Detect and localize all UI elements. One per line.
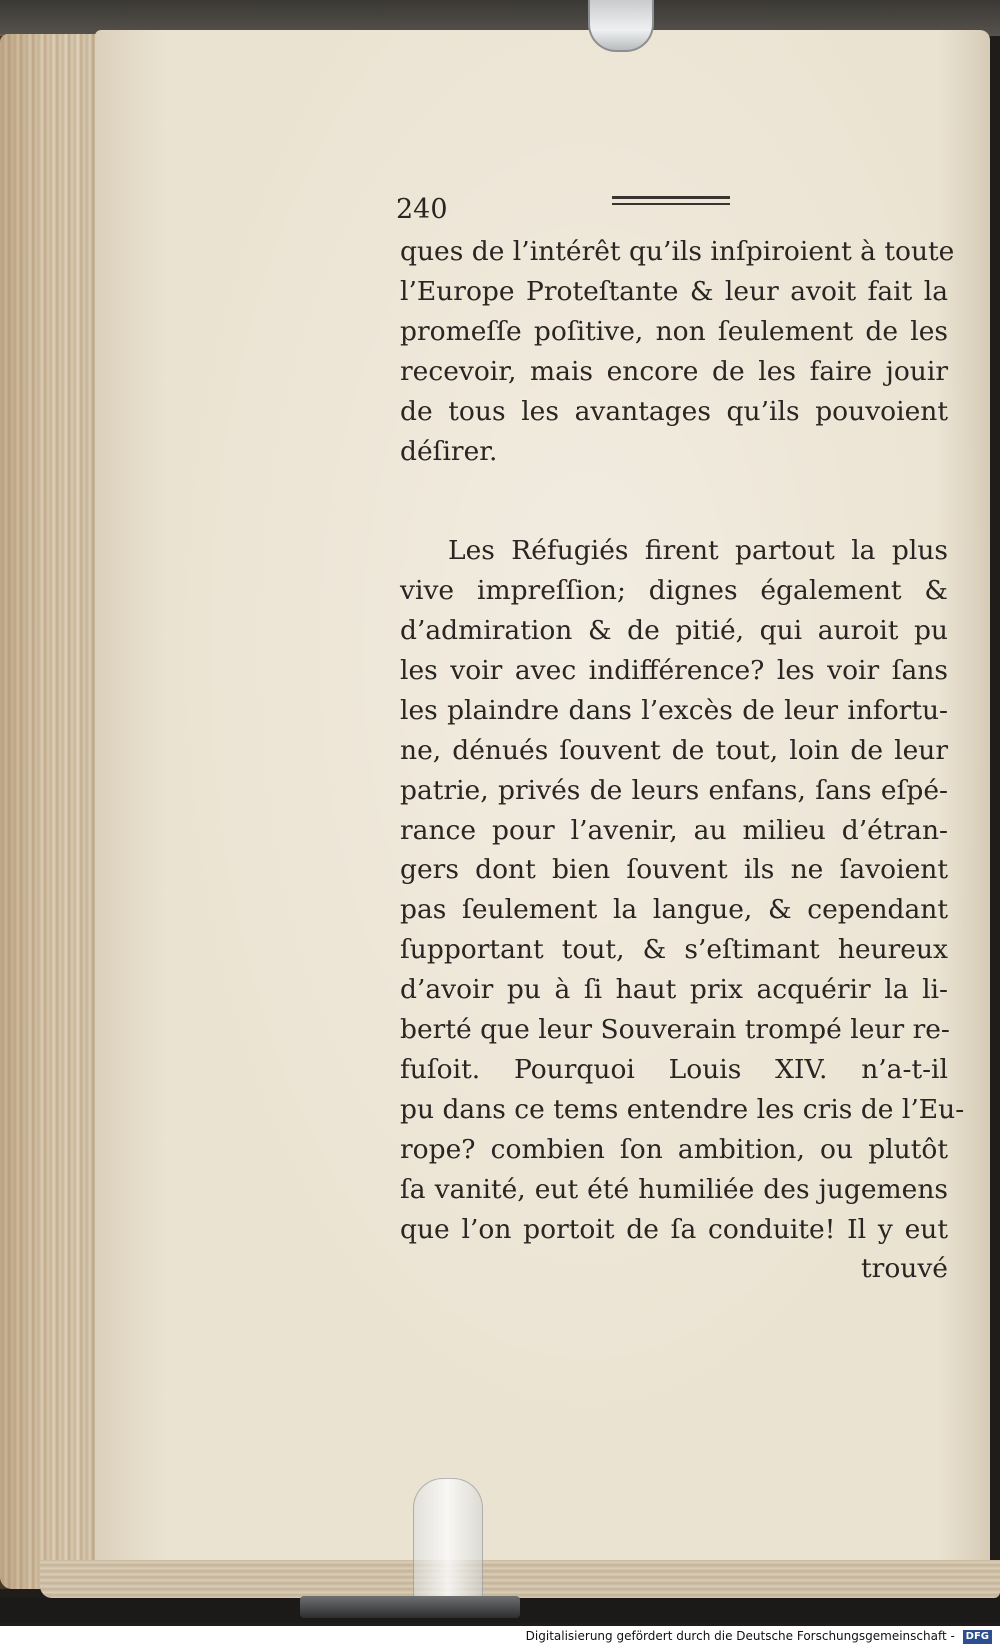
book-clip-bottom bbox=[413, 1478, 483, 1610]
text-line: ne, dénués ſouvent de tout, loin de leur bbox=[400, 735, 948, 766]
digitization-footer bbox=[0, 1626, 1000, 1649]
text-line: ques de l’intérêt qu’ils inſpiroient à toute bbox=[400, 236, 955, 267]
text-line: gers dont bien ſouvent ils ne ſavoient bbox=[400, 854, 948, 885]
text-line: les plaindre dans l’excès de leur infortu- bbox=[400, 695, 948, 726]
book-clip-top bbox=[588, 0, 654, 52]
text-line: que l’on portoit de ſa conduite! Il y eut bbox=[400, 1214, 948, 1245]
text-line: déſirer. bbox=[400, 436, 498, 467]
text-line: d’avoir pu à ſi haut prix acquérir la li- bbox=[400, 974, 948, 1005]
text-line: vive impreſſion; dignes également & bbox=[400, 575, 948, 606]
text-line: Les Réfugiés firent partout la plus bbox=[448, 535, 948, 566]
text-line: patrie, privés de leurs enfans, ſans eſpé- bbox=[400, 775, 948, 806]
text-line: l’Europe Proteſtante & leur avoit fait la bbox=[400, 276, 948, 307]
text-line: ſa vanité, eut été humiliée des jugemens bbox=[400, 1174, 948, 1205]
text-line: d’admiration & de pitié, qui auroit pu bbox=[400, 615, 948, 646]
text-line: fuſoit. Pourquoi Louis XIV. n’a-t-il bbox=[400, 1054, 948, 1085]
text-line: ſupportant tout, & s’eſtimant heureux bbox=[400, 934, 948, 965]
text-line: berté que leur Souverain trompé leur re- bbox=[400, 1014, 950, 1045]
book-clip-base bbox=[300, 1596, 520, 1618]
text-line: pu dans ce tems entendre les cris de l’Eu- bbox=[400, 1094, 965, 1125]
text-line: pas ſeulement la langue, & cependant bbox=[400, 894, 948, 925]
footer-credit bbox=[526, 1629, 992, 1644]
text-line: promeſſe poſitive, non ſeulement de les bbox=[400, 316, 948, 347]
text-line: trouvé bbox=[861, 1253, 948, 1284]
text-line: rope? combien ſon ambition, ou plutôt bbox=[400, 1134, 948, 1165]
text-line: les voir avec indifférence? les voir ſans bbox=[400, 655, 948, 686]
text-line: rance pour l’avenir, au milieu d’étran- bbox=[400, 815, 948, 846]
page-stack-bottom-edge bbox=[40, 1560, 1000, 1598]
dfg-logo: DFG bbox=[963, 1630, 992, 1644]
text-line: recevoir, mais encore de les faire jouir bbox=[400, 356, 948, 387]
page-number: 240 bbox=[396, 194, 448, 225]
footer-credit-text: Digitalisierung gefördert durch die Deutsche Forschungsgemeinschaft - bbox=[525, 1629, 955, 1643]
text-line: de tous les avantages qu’ils pouvoient bbox=[400, 396, 948, 427]
header-rule bbox=[612, 196, 730, 205]
